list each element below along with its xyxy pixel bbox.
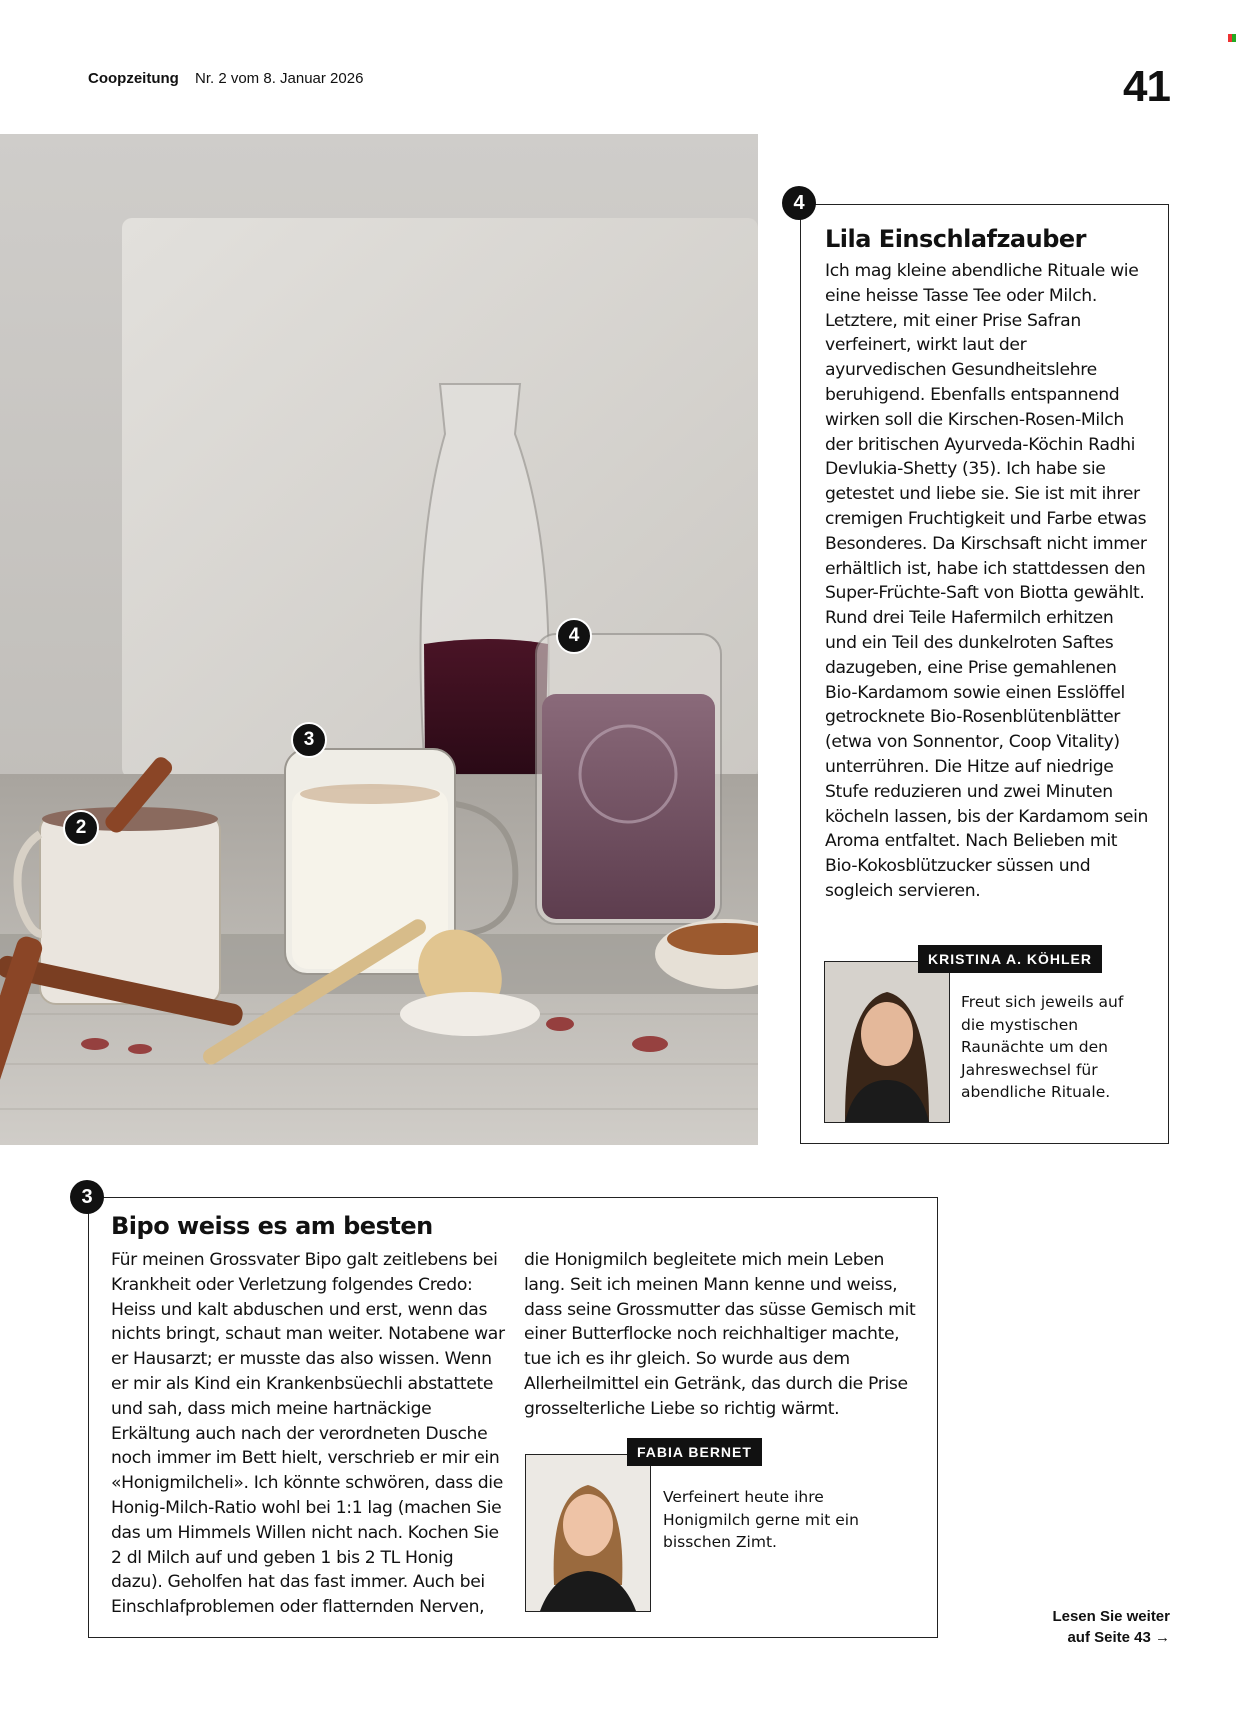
- hero-photo: [0, 134, 758, 1145]
- color-registration-mark: [1228, 34, 1236, 42]
- author-name-kristina: KRISTINA A. KÖHLER: [918, 945, 1102, 973]
- article-4-title: Lila Einschlafzauber: [825, 225, 1087, 253]
- continue-line-2: auf Seite 43 →: [1067, 1629, 1170, 1646]
- article-4-box: [800, 204, 1169, 1144]
- author-bio-fabia: Verfeinert heute ihre Honigmilch gerne mit ein bisschen Zimt.: [663, 1488, 859, 1551]
- author-photo-fabia: [525, 1454, 651, 1612]
- issue-info: Nr. 2 vom 8. Januar 2026: [195, 70, 364, 87]
- continue-reading-note[interactable]: [1052, 1606, 1170, 1648]
- drinks-illustration: [0, 134, 758, 1145]
- photo-marker-2: 2: [63, 810, 99, 846]
- article-4-number: 4: [782, 186, 816, 220]
- author-photo-kristina: [824, 961, 950, 1123]
- author-name-fabia: FABIA BERNET: [627, 1438, 762, 1466]
- article-3-box: [88, 1197, 938, 1638]
- article-3-number: 3: [70, 1180, 104, 1214]
- article-3-title: Bipo weiss es am besten: [111, 1212, 433, 1240]
- page-header: [88, 70, 363, 87]
- publication-name: Coopzeitung: [88, 70, 179, 87]
- page-number: 41: [1123, 62, 1170, 111]
- author-bio-kristina: Freut sich jeweils auf die mystischen Raunächte um den Jahreswechsel für abendliche Rituale.: [961, 993, 1124, 1101]
- continue-line-1: Lesen Sie weiter: [1052, 1608, 1170, 1625]
- photo-marker-3: 3: [291, 722, 327, 758]
- article-3-body-column-1: Für meinen Grossvater Bipo galt zeitlebens bei Krankheit oder Verletzung folgendes Credo: Heiss und kalt abduschen und erst, wenn das nichts bringt, schaut man weiter. Notabene war er Hausarzt; er musste das also wissen. Wenn er mir als Kind ein Krankenbsüechli abstattete und sah, dass mich meine hartnäckige Erkältung auch nach der verordneten Dusche noch immer im Bett hielt, verschrieb er mir ein «Honigmilcheli». Ich könnte schwören, dass die Honig-Milch-Ratio wohl bei 1:1 lag (machen Sie das um Himmels Willen nicht nach. Kochen Sie 2 dl Milch auf und geben 1 bis 2 TL Honig dazu). Geholfen hat das fast immer. Auch bei Einschlafproblemen oder flatternden Nerven,: [111, 1250, 505, 1618]
- article-3-body-column-2: die Honigmilch begleitete mich mein Leben lang. Seit ich meinen Mann kenne und weiss, dass seine Grossmutter das süsse Gemisch mit einer Butterflocke noch reichhaltiger machte, tue ich es ihr gleich. So wurde aus dem Allerheilmittel ein Getränk, das durch die Prise grosselterliche Liebe so richtig wärmt.: [524, 1250, 916, 1419]
- article-4-body: Ich mag kleine abendliche Rituale wie eine heisse Tasse Tee oder Milch. Letztere, mit einer Prise Safran verfeinert, wirkt laut der ayurvedischen Gesundheitslehre beruhigend. Ebenfalls entspannend wirken soll die Kirschen-Rosen-Milch der britischen Ayurveda-Köchin Radhi Devlukia-Shetty (35). Ich habe sie getestet und liebe sie. Sie ist mit ihrer cremigen Fruchtigkeit und Farbe etwas Besonderes. Da Kirschsaft nicht immer erhältlich ist, habe ich stattdessen den Super-Früchte-Saft von Biotta gewählt. Rund drei Teile Hafermilch erhitzen und ein Teil des dunkelroten Saftes dazugeben, eine Prise gemahlenen Bio-Kardamom sowie einen Esslöffel getrocknete Bio-Rosenblütenblätter (etwa von Sonnentor, Coop Vitality) unterrühren. Die Hitze auf niedrige Stufe reduzieren und zwei Minuten köcheln lassen, bis der Kardamom sein Aroma entfaltet. Nach Belieben mit Bio-Kokosblützucker süssen und sogleich servieren.: [825, 261, 1149, 901]
- photo-marker-4: 4: [556, 618, 592, 654]
